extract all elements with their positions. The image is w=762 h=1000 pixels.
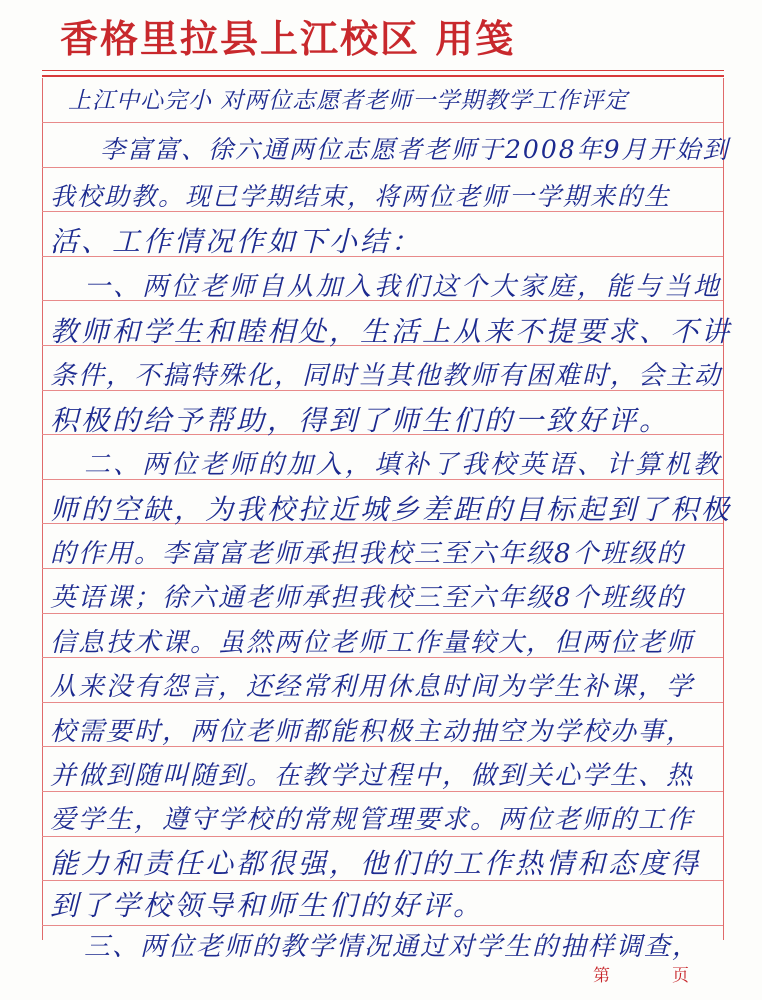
handwritten-line: 到了学校领导和师生们的好评。: [50, 889, 485, 922]
ruled-line: [42, 167, 723, 168]
handwritten-line: 爱学生，遵守学校的常规管理要求。两位老师的工作: [50, 805, 695, 835]
page-footer: [0, 955, 762, 995]
handwritten-line: 积极的给予帮助，得到了师生们的一致好评。: [50, 404, 671, 437]
handwritten-line: 并做到随叫随到。在教学过程中，做到关心学生、热: [50, 761, 695, 791]
handwritten-line: 信息技术课。虽然两位老师工作量较大，但两位老师: [50, 628, 695, 658]
letterhead: [0, 0, 762, 62]
handwritten-line: 从来没有怨言，还经常利用休息时间为学生补课，学: [50, 672, 695, 702]
handwritten-line: 师的空缺，为我校拉近城乡差距的目标起到了积极: [50, 493, 733, 526]
handwritten-line: 李富富、徐六通两位志愿者老师于2008年9月开始到: [100, 135, 730, 164]
handwritten-line: 教师和学生和睦相处，生活上从来不提要求、不讲: [50, 315, 733, 348]
handwritten-line: 的作用。李富富老师承担我校三至六年级8个班级的: [50, 539, 685, 569]
handwritten-line: 英语课；徐六通老师承担我校三至六年级8个班级的: [50, 583, 685, 613]
handwritten-line: 三、两位老师的教学情况通过对学生的抽样调查，: [84, 932, 701, 962]
header-rule-thick: [42, 75, 724, 77]
page-number-prefix: 第: [593, 966, 610, 986]
handwritten-line: 校需要时，两位老师都能积极主动抽空为学校办事，: [50, 717, 695, 747]
handwritten-line: 我校助教。现已学期结束，将两位老师一学期来的生: [50, 182, 672, 211]
handwritten-line: 条件，不搞特殊化，同时当其他教师有困难时，会主动: [50, 361, 723, 391]
ruled-line: [42, 925, 723, 926]
handwritten-line: 能力和责任心都很强，他们的工作热情和态度得: [50, 847, 702, 880]
handwritten-title: 上江中心完小 对两位志愿者老师一学期教学工作评定: [68, 88, 629, 114]
handwritten-line: 一、两位老师自从加入我们这个大家庭，能与当地: [84, 272, 723, 302]
handwritten-line: 二、两位老师的加入，填补了我校英语、计算机教: [84, 450, 723, 480]
left-margin-line: [42, 78, 43, 940]
page-number-suffix: 页: [672, 966, 689, 986]
header-rule-thin: [42, 70, 724, 71]
letterhead-title: 香格里拉县上江校区 用笺: [60, 16, 516, 61]
ruled-line: [42, 122, 723, 123]
handwritten-line: 活、工作情况作如下小结：: [50, 225, 423, 258]
